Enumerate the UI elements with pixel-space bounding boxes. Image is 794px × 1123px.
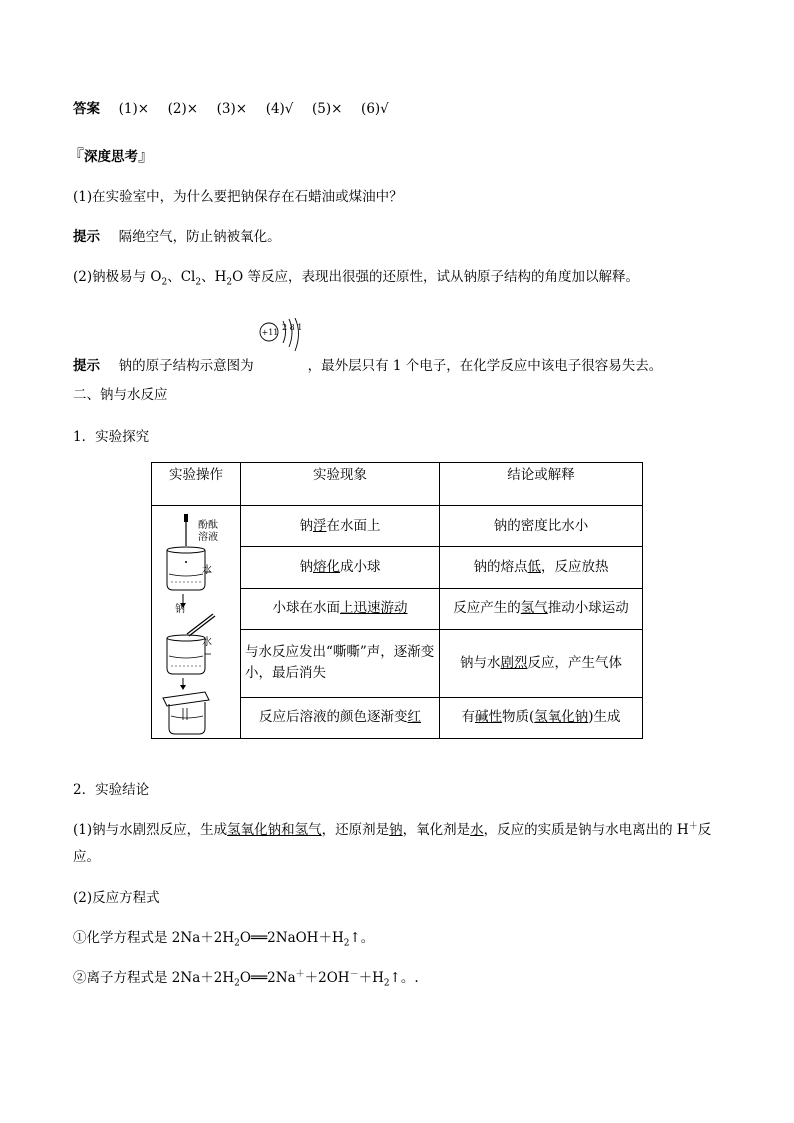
text: O══2Na [239, 970, 296, 986]
question-1: (1)在实验室中，为什么要把钠保存在石蜡油或煤油中？ [73, 189, 403, 205]
subscript: 2 [195, 277, 202, 288]
subscript: 2 [226, 277, 233, 288]
cell-text: 反应产生的 [453, 600, 521, 617]
cell-underlined: 氢氧化钠 [534, 709, 589, 726]
cell-text: 钠的熔点 [473, 559, 528, 576]
superscript: ＋ [295, 969, 305, 980]
hint-label: 提示 [73, 229, 100, 245]
hint-2-text-before: 钠的原子结构示意图为 [118, 358, 254, 374]
cell-underlined: 浮 [313, 517, 327, 534]
subsection-experiment: 1．实验探究 [73, 429, 150, 445]
cell-text: 推动小球运动 [547, 600, 629, 617]
text: ＋H [358, 970, 384, 986]
answer-item: (4)√ [265, 101, 294, 117]
conclusion-cell [440, 630, 643, 698]
text: (1)钠与水剧烈反应，生成 [73, 822, 228, 838]
cell-text: 有 [461, 709, 475, 726]
cell-underlined: 熔化 [313, 559, 340, 576]
cell-text: ，反应放热 [541, 559, 609, 576]
subsection-conclusion: 2．实验结论 [73, 782, 150, 798]
label-water-2: 水 [202, 637, 212, 648]
equation-heading: (2)反应方程式 [73, 890, 160, 906]
answer-item: (1)× [118, 101, 150, 117]
q2-text: O 等反应，表现出很强的还原性，试从钠原子结构的角度加以解释。 [232, 269, 639, 285]
hint-2-text-after: ，最外层只有 1 个电子，在化学反应中该电子很容易失去。 [307, 358, 663, 374]
ionic-equation [73, 966, 419, 989]
text: 反 [697, 822, 712, 838]
chemical-equation [73, 926, 374, 949]
header-operation: 实验操作 [152, 463, 241, 506]
cell-text: 钠与水 [460, 654, 501, 671]
phenomenon-cell [241, 697, 440, 738]
conclusion-cell [440, 547, 643, 588]
experiment-table [151, 462, 643, 739]
answer-item: (2)× [167, 101, 199, 117]
hint-2 [73, 323, 663, 376]
label-sodium: 钠 [175, 604, 185, 615]
experiment-figure [152, 506, 241, 739]
header-phenomenon: 实验现象 [241, 463, 440, 506]
subscript: 2 [234, 938, 240, 949]
underlined: 氢氧化钠和氢气 [227, 822, 322, 838]
cell-underlined: 低 [527, 559, 541, 576]
cell-underlined: 氢气 [520, 600, 548, 617]
label-water-1: 水 [202, 565, 212, 576]
table-row [152, 506, 643, 547]
subscript: 2 [161, 277, 168, 288]
conclusion-cell [440, 506, 643, 547]
conclusion-paragraph-1 [73, 818, 711, 838]
cell-text: 反应后溶液的颜色逐渐变 [259, 709, 408, 726]
q2-text: 、Cl [167, 269, 196, 285]
text: ①化学方程式是 2Na＋2H [73, 930, 235, 946]
text: ，反应的实质是钠与水电离出的 H [483, 822, 689, 838]
bracket-open: 『 [68, 146, 85, 165]
electron-shells: 2 8 1 [281, 323, 302, 332]
cell-text: 在水面上 [326, 517, 381, 534]
subscript: 2 [234, 978, 240, 989]
conclusion-cell [440, 588, 643, 629]
header-conclusion: 结论或解释 [440, 463, 643, 506]
deep-thinking-label: 深度思考 [84, 149, 139, 165]
sodium-atom-diagram [258, 323, 304, 376]
hint-label: 提示 [73, 358, 100, 374]
answer-item: (5)× [312, 101, 343, 117]
cell-underlined: 碱性 [474, 709, 502, 726]
phenomenon-cell: 与水反应发出“嘶嘶”声，逐渐变小，最后消失 [241, 630, 440, 698]
text: O══2NaOH＋H [239, 930, 344, 946]
section-2-title: 二、钠与水反应 [73, 387, 168, 403]
table-header-row [152, 463, 643, 506]
cell-text: 钠 [299, 559, 313, 576]
cell-underlined: 红 [407, 709, 421, 726]
superscript: － [349, 969, 359, 980]
conclusion-cell [440, 697, 643, 738]
answer-line [73, 97, 389, 117]
text: ，氧化剂是 [402, 822, 471, 838]
answer-label: 答案 [73, 101, 100, 117]
q2-text: 、H [201, 269, 227, 285]
answer-item: (3)× [216, 101, 248, 117]
phenomenon-cell [241, 588, 440, 629]
text: ＋2OH [304, 970, 350, 986]
subscript: 2 [343, 938, 350, 949]
text: ②离子方程式是 2Na＋2H [73, 970, 235, 986]
text: ，还原剂是 [321, 822, 390, 838]
subscript: 2 [383, 978, 390, 989]
hint-1-text: 隔绝空气，防止钠被氧化。 [118, 229, 281, 245]
phenomenon-cell [241, 547, 440, 588]
underlined: 水 [470, 822, 484, 838]
cell-text: 小球在水面 [272, 600, 340, 617]
cell-text: 成小球 [340, 559, 381, 576]
answer-item: (6)√ [361, 101, 389, 117]
cell-underlined: 剧烈 [500, 654, 528, 671]
question-2 [73, 265, 639, 288]
cell-text: 物质( [501, 709, 535, 726]
label-phenol: 酚酞溶液 [198, 520, 218, 543]
conclusion-paragraph-1-tail: 应。 [73, 849, 100, 865]
underlined: 钠 [389, 822, 403, 838]
phenomenon-cell [241, 506, 440, 547]
cell-text: 反应，产生气体 [527, 654, 622, 671]
cell-text: 钠 [299, 517, 313, 534]
deep-thinking-title [68, 143, 154, 166]
cell-text: 钠的密度比水小 [493, 517, 589, 534]
hint-1 [73, 225, 281, 245]
q2-text: (2)钠极易与 O [73, 269, 162, 285]
cell-text: )生成 [588, 709, 621, 726]
nucleus-charge: +11 [261, 328, 278, 337]
text: ↑。 [349, 930, 375, 946]
cell-underlined: 上迅速游动 [340, 600, 408, 617]
superscript: ＋ [688, 821, 698, 832]
text: ↑。. [389, 970, 419, 986]
bracket-close: 』 [138, 146, 155, 165]
